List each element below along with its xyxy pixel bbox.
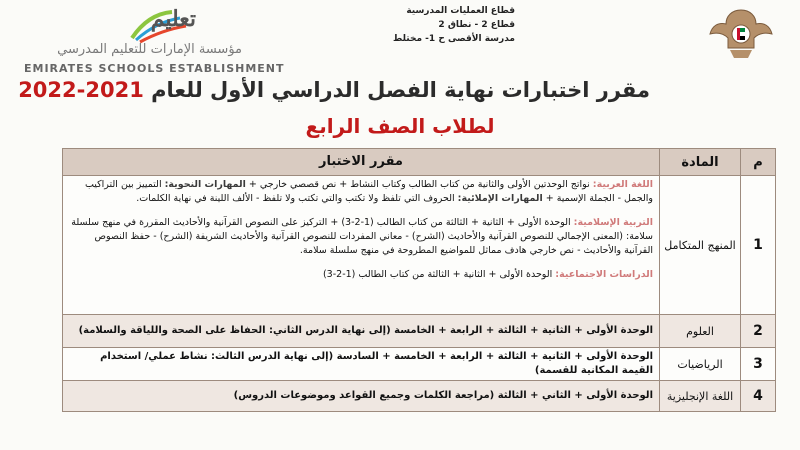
uae-emblem-icon — [704, 4, 778, 64]
social-label: الدراسات الاجتماعية: — [555, 269, 653, 280]
table-row — [63, 381, 775, 411]
table-row — [63, 176, 775, 315]
row-num: 4 — [740, 381, 775, 411]
row-subject: اللغة الإنجليزية — [659, 381, 740, 411]
page-title — [18, 78, 650, 102]
arabic-label: اللغة العربية: — [592, 179, 653, 190]
title-year: 2021-2022 — [18, 78, 144, 102]
islamic-paragraph — [69, 216, 653, 258]
islamic-label: التربية الإسلامية: — [573, 217, 653, 228]
row-content: الوحدة الأولى + الثاني + الثالثة (مراجعة الكلمات وجميع القواعد وموضوعات الدروس) — [233, 390, 653, 401]
row-subject: العلوم — [659, 315, 740, 347]
school-logo — [18, 6, 285, 76]
admin-line: مدرسة الأقصى ح 1- مختلط — [393, 34, 515, 44]
table-row — [63, 348, 775, 381]
row-num: 3 — [740, 348, 775, 380]
row-subject: الرياضيات — [659, 348, 740, 380]
row-content: الوحدة الأولى + الثانية + الثالثة + الرابعة + الخامسة (إلى نهاية الدرس الثاني: الحفاظ على الصحة واللياقة والسلامة) — [78, 325, 653, 336]
row-num: 1 — [740, 176, 775, 314]
row-content: الوحدة الأولى + الثانية + الثالثة + الرابعة + الخامسة + السادسة (إلى نهاية الدرس الثالث: نشاط عملي/ استخدام القيمة المكانية للقسمة) — [100, 351, 653, 376]
arabic-paragraph — [69, 178, 653, 206]
logo-wordmark: تعليم — [150, 6, 196, 32]
header-subject: المادة — [659, 149, 740, 175]
table-row — [63, 315, 775, 348]
row-content — [63, 176, 659, 314]
social-text: الوحدة الأولى + الثانية + الثالثة من كتاب الطالب (1-2-3) — [322, 269, 556, 280]
grammar-label: المهارات النحوية: — [164, 179, 246, 190]
admin-line: قطاع 2 - نطاق 2 — [438, 20, 515, 30]
islamic-text: الوحدة الأولى + الثانية + الثالثة من كتاب الطالب (1-2-3) + التركيز على النصوص القرآنية والأحاديث المقررة في منهج سلسلة سلامة: (المعنى الإجمالي للنصوص القرآنية والأحاديث (الشرح) - معاني المفردات للنصوص القرآنية والأحاديث الشريفة (الشرح) - حفظ النصوص القرآنية والأحاديث - نص خارجي هادف مماثل للمواضيع المطروحة في منهج سلسلة سلامة. — [71, 217, 653, 256]
page-subtitle: لطلاب الصف الرابع — [305, 114, 495, 138]
admin-line: قطاع العمليات المدرسية — [406, 6, 515, 16]
header-num: م — [740, 149, 775, 175]
arabic-text: نواتج الوحدتين الأولى والثانية من كتاب الطالب وكتاب النشاط + نص قصصي خارجي + — [245, 179, 593, 190]
row-num: 2 — [740, 315, 775, 347]
row-subject: المنهج المتكامل — [659, 176, 740, 314]
title-text: مقرر اختبارات نهاية الفصل الدراسي الأول للعام — [143, 78, 650, 102]
admin-info — [365, 4, 515, 46]
grammar-text: التمييز بين التراكيب والجمل - الجملة الإسمية + — [84, 179, 653, 204]
logo-english-name: EMIRATES SCHOOLS ESTABLISHMENT — [24, 62, 285, 75]
table-header-row — [63, 149, 775, 176]
exam-schedule-table — [62, 148, 776, 412]
logo-arabic-name: مؤسسة الإمارات للتعليم المدرسي — [57, 42, 242, 57]
spelling-text: الحروف التي تلفظ ولا تكتب والتي تكتب ولا تلفظ - الألف اللينة في نهاية الكلمات. — [136, 193, 458, 204]
spelling-label: المهارات الإملائية: — [457, 193, 543, 204]
header-content: مقرر الاختبار — [319, 154, 403, 169]
social-paragraph — [69, 268, 653, 282]
